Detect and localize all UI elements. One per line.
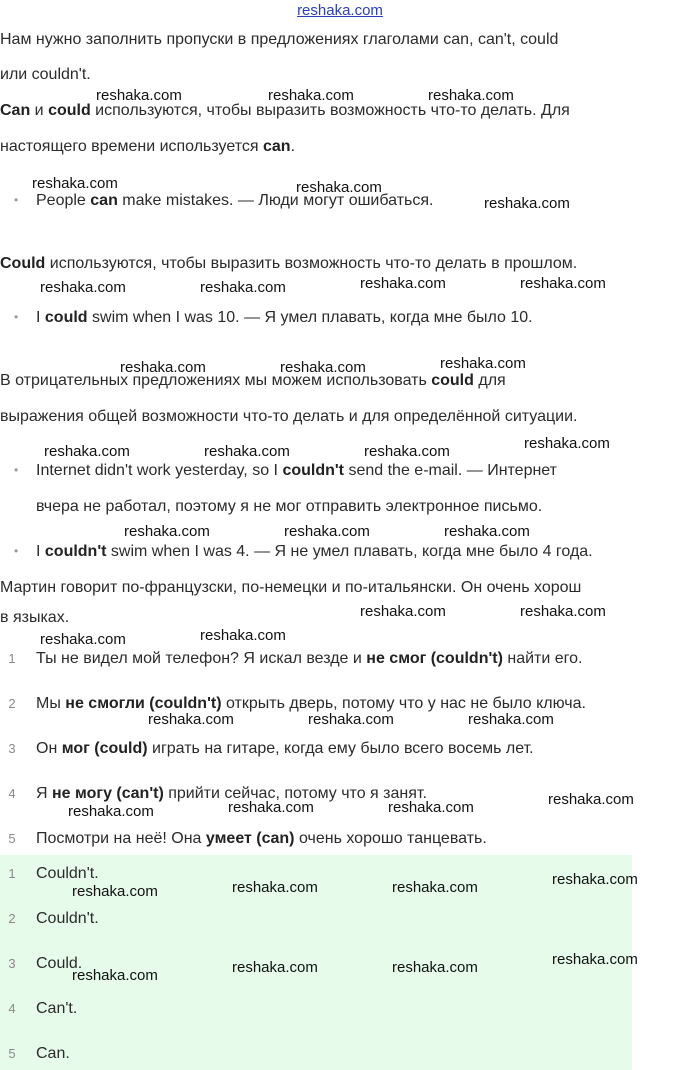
sentence-answer-bold: мог (could) [61, 740, 148, 757]
explanation-text: настоящего времени используется [0, 138, 263, 155]
item-number: 1 [8, 651, 16, 666]
sentence-text-part: Ты не видел мой телефон? Я искал везде и [36, 650, 367, 667]
watermark: reshaka.com [268, 87, 354, 104]
could-bold: could [48, 102, 91, 119]
can-bold: can [263, 138, 291, 155]
watermark: reshaka.com [280, 359, 366, 376]
explanation-text: используются, чтобы выразить возможность что-то делать в прошлом. [45, 255, 578, 272]
watermark: reshaka.com [72, 883, 158, 900]
example-text: Internet didn't work yesterday, so I [36, 462, 283, 479]
sentence-text-part: Он [36, 740, 62, 757]
can-bold: Can [0, 102, 31, 119]
example-bold: couldn't [282, 462, 345, 479]
sentence-answer-bold: не смогли (couldn't) [65, 695, 222, 712]
watermark: reshaka.com [204, 443, 290, 460]
sentence-text [36, 826, 487, 851]
negative-explanation-line-2: выражения общей возможности что-то делать и для определённой ситуации. [0, 408, 578, 425]
example-text: People [36, 192, 91, 209]
could-example-item [18, 300, 533, 335]
watermark: reshaka.com [308, 711, 394, 728]
sentence-text [36, 646, 582, 671]
answer-text: Couldn't. [36, 865, 99, 882]
sentence-answer-bold: умеет (can) [205, 830, 295, 847]
example-bold: can [90, 192, 118, 209]
answer-text: Can't. [36, 1000, 78, 1017]
intro-line-1: Нам нужно заполнить пропуски в предложениях глаголами can, can't, could [0, 31, 559, 48]
sentence-text-part: найти его. [502, 650, 583, 667]
watermark: reshaka.com [444, 523, 530, 540]
example-text: swim when I was 4. — Я не умел плавать, когда мне было 4 года. [106, 543, 593, 560]
example-text: send the e-mail. — Интернет [344, 462, 557, 479]
watermark: reshaka.com [284, 523, 370, 540]
can-explanation-line-2 [0, 129, 295, 164]
watermark: reshaka.com [484, 195, 570, 212]
sentence-text-part: открыть дверь, потому что у нас не было ключа. [221, 695, 586, 712]
answer-number: 4 [8, 1001, 16, 1016]
item-number: 4 [8, 786, 16, 801]
watermark: reshaka.com [520, 275, 606, 292]
answer-text: Can. [36, 1045, 70, 1062]
sentence-answer-bold: не могу (can't) [52, 785, 164, 802]
conjunction: и [30, 102, 49, 119]
watermark: reshaka.com [364, 443, 450, 460]
sentence-text-part: Я [36, 785, 52, 802]
sentence-text-part: Посмотри на неё! Она [36, 830, 206, 847]
watermark: reshaka.com [296, 179, 382, 196]
watermark: reshaka.com [552, 951, 638, 968]
sentence-text-part: Мы [36, 695, 66, 712]
watermark: reshaka.com [392, 959, 478, 976]
watermark: reshaka.com [232, 879, 318, 896]
could-bold: could [431, 372, 474, 389]
example-text: I [36, 543, 45, 560]
could-bold: Could [0, 255, 46, 272]
sentence-text [36, 736, 534, 761]
watermark: reshaka.com [68, 803, 154, 820]
watermark: reshaka.com [96, 87, 182, 104]
watermark: reshaka.com [200, 279, 286, 296]
answer-text: Could. [36, 955, 83, 972]
watermark: reshaka.com [440, 355, 526, 372]
intro-line-2: или couldn't. [0, 66, 91, 83]
watermark: reshaka.com [40, 279, 126, 296]
example-text: I [36, 309, 45, 326]
watermark: reshaka.com [232, 959, 318, 976]
watermark: reshaka.com [40, 631, 126, 648]
watermark: reshaka.com [468, 711, 554, 728]
watermark: reshaka.com [44, 443, 130, 460]
watermark: reshaka.com [148, 711, 234, 728]
explanation-text: для [473, 372, 506, 389]
watermark: reshaka.com [524, 435, 610, 452]
watermark: reshaka.com [392, 879, 478, 896]
answer-number: 1 [8, 866, 16, 881]
watermark: reshaka.com [428, 87, 514, 104]
item-number: 5 [8, 831, 16, 846]
explanation-text: используются, чтобы выразить возможность что-то делать. Для [90, 102, 570, 119]
watermark: reshaka.com [228, 799, 314, 816]
explanation-text: В отрицательных предложениях мы можем использовать [0, 372, 432, 389]
watermark: reshaka.com [360, 603, 446, 620]
example-bold: couldn't [44, 543, 107, 560]
sentence-answer-bold: не смог (couldn't) [366, 650, 503, 667]
watermark: reshaka.com [548, 791, 634, 808]
watermark: reshaka.com [200, 627, 286, 644]
example-text: swim when I was 10. — Я умел плавать, когда мне было 10. [87, 309, 533, 326]
watermark: reshaka.com [388, 799, 474, 816]
answer-text: Couldn't. [36, 910, 99, 927]
example-bold: could [44, 309, 88, 326]
watermark: reshaka.com [120, 359, 206, 376]
item-number: 3 [8, 741, 16, 756]
could-explanation [0, 246, 577, 281]
answer-number: 3 [8, 956, 16, 971]
watermark: reshaka.com [72, 967, 158, 984]
answer-number: 2 [8, 911, 16, 926]
sentence-text-part: прийти сейчас, потому что я занят. [163, 785, 427, 802]
sentence-text-part: играть на гитаре, когда ему было всего восемь лет. [147, 740, 534, 757]
watermark: reshaka.com [360, 275, 446, 292]
negative-explanation-line-1 [0, 363, 506, 398]
martin-line-2: в языках. [0, 609, 70, 626]
answer-number: 5 [8, 1046, 16, 1061]
watermark: reshaka.com [552, 871, 638, 888]
sentence-text-part: очень хорошо танцевать. [294, 830, 487, 847]
negative-example-1-line-2: вчера не работал, поэтому я не мог отправить электронное письмо. [36, 498, 543, 515]
example-text: make mistakes. — Люди могут ошибаться. [117, 192, 434, 209]
item-number: 2 [8, 696, 16, 711]
martin-line-1: Мартин говорит по-французски, по-немецки и по-итальянски. Он очень хорош [0, 579, 582, 596]
watermark: reshaka.com [520, 603, 606, 620]
site-link[interactable]: reshaka.com [297, 2, 383, 19]
period: . [290, 138, 296, 155]
watermark: reshaka.com [32, 175, 118, 192]
watermark: reshaka.com [124, 523, 210, 540]
